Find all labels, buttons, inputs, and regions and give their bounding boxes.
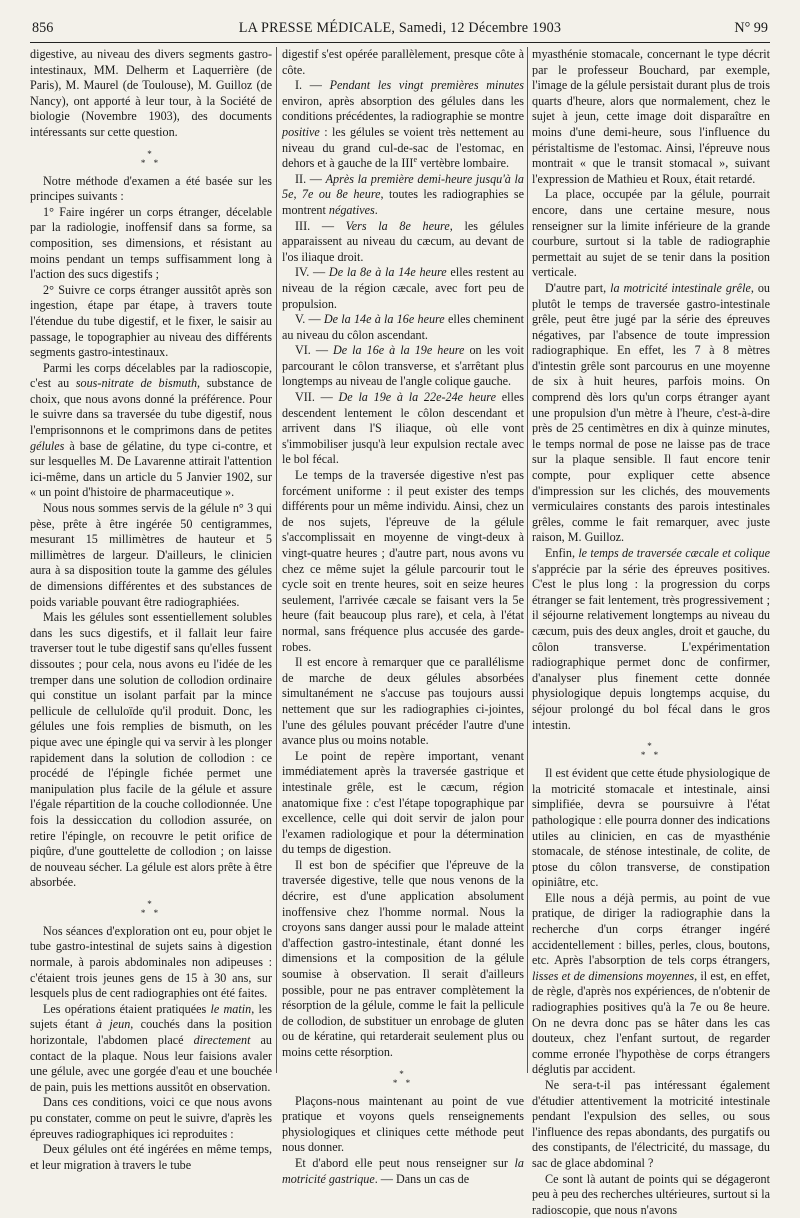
paragraph: digestive, au niveau des divers segments gastro-intestinaux, MM. Delherm et Laquerrière (de Paris), M. Maurel (de Toulouse), M. Guilloz (de Nancy), ont apporté à leur tour, à la Société de biologie (Novembre 1903), des documents intéressants sur cette question. <box>30 47 272 139</box>
column-divider <box>527 47 528 1073</box>
paragraph: 1° Faire ingérer un corps étranger, décelable par la radiologie, inoffensif dans sa forme, sa composition, ses dimensions, et résistant au moins pendant un temps suffisamment long à l'action des sucs digestifs ; <box>30 204 272 282</box>
page-header <box>32 17 768 39</box>
paragraph: Il est encore à remarquer que ce parallélisme de marche de deux gélules absorbées simultanément ne s'accuse pas toujours aussi nettement que sur les radiographies ci-jointes, l'une des gélules pouvant précéder l'autre d'une avance plus ou moins notable. <box>282 655 524 748</box>
list-item: VII. — De la 19e à la 22e-24e heure elles descendent lentement le côlon descendant et arrivent dans l'S iliaque, où elle vont s'immobiliser jusqu'à leur expulsion rectale avec le bol fécal. <box>282 390 524 467</box>
column-2 <box>282 47 525 1186</box>
list-item: IV. — De la 8e à la 14e heure elles restent au niveau de la région cæcale, avec fort peu de propulsion. <box>282 265 524 311</box>
section-ornament: * * * <box>640 741 662 761</box>
list-item: II. — Après la première demi-heure jusqu'à la 5e, 7e ou 8e heure, toutes les radiographies se montrent négatives. <box>282 171 524 217</box>
paragraph: Elle nous a déjà permis, au point de vue pratique, de diriger la radiographie dans la recherche d'un corps étranger ingéré accidentellement : billes, perles, clous, boutons, etc. Après l'absorption de tels corps étrangers, lisses et de dimensions moyennes, il est, en effet, de règle, d'après nos expériences, de n'obtenir de radiographies positives qu'à la 7e ou 8e heure. On ne devra donc pas se hâter dans les cas douteux, chez l'enfant surtout, de regarder comme erronée l'hypothèse de corps étrangers déglutis par accident. <box>532 890 770 1077</box>
paragraph: Les opérations étaient pratiquées le matin, les sujets étant à jeun, couchés dans la position horizontale, l'abdomen placé directement au contact de la plaque. Nous leur faisions avaler une gélule, avec une gorgée d'eau et une bouchée de pain, puis les mettions aussitôt en observation. <box>30 1001 273 1094</box>
paragraph: Le point de repère important, venant immédiatement après la traversée gastrique et intestinale grêle, est le cæcum, région anatomique fixe : c'est l'étape topographique par excellence, celle qui doit servir de jalon pour l'examen radiologique et pour la détermination du temps de digestion. <box>282 748 524 857</box>
paragraph: Enfin, le temps de traversée cæcale et colique s'apprécie par la série des épreuves positives. C'est le plus long : la progression du corps étranger se fait lentement, très progressivement ; il séjourne relativement longtemps au niveau du cæcum, puis des deux angles, droit et gauche, du côlon transverse. L'expérimentation radiographique permet donc de confirmer, d'analyser plus finement cette donnée physiologique depuis longtemps acquise, du séjour prolongé du bol fécal dans le gros intestin. <box>532 546 770 732</box>
paragraph: Deux gélules ont été ingérées en même temps, et leur migration à travers le tube <box>30 1142 272 1172</box>
paragraph: Il est bon de spécifier que l'épreuve de la traversée digestive, telle que nous venons de la décrire, est d'une application absolument inoffensive chez l'homme normal. Nous la croyons sans danger aussi pour le malade atteint d'affection gastro-intestinale, étant donné les dimensions et la composition de la gélule soumise à observation. Il serait d'ailleurs possible, pour ne pas entraver complètement la résorption de la gélule, comme le fait la pellicule de collodion, de substituer un enrobage de gluten ou de kératine, qui retarderait seulement plus ou moins cette résorption. <box>282 857 524 1059</box>
paragraph: Dans ces conditions, voici ce que nous avons pu constater, comme on peut le suivre, d'après les épreuves radiographiques ici reproduites : <box>30 1095 272 1141</box>
list-item: III. — Vers la 8e heure, les gélules apparaissent au niveau du cæcum, au devant de l'os iliaque droit. <box>282 218 525 264</box>
issue-number: N° 99 <box>734 20 768 36</box>
paragraph: myasthénie stomacale, concernant le type décrit par le professeur Bouchard, par exemple, l'image de la gélule persistait durant plus de trois quarts d'heure, alors que normalement, chez le sujet à jeun, cette image doit disparaître en moins d'une demi-heure, sous l'influence du péristaltisme de l'estomac. Ainsi, l'épreuve nous montrait « que le transit stomacal », suivant l'expression de Mathieu et Roux, était retardé. <box>532 47 770 186</box>
column-3 <box>532 47 770 1217</box>
paragraph: Plaçons-nous maintenant au point de vue pratique et voyons quels renseignements physiologiques et cliniques cette méthode peut nous donner. <box>282 1093 524 1155</box>
paragraph: 2° Suivre ce corps étranger aussitôt après son ingestion, étape par étape, à travers toute l'étendue du tube digestif, et le fixer, le saisir au passage, le topographier au niveau des différents segments gastro-intestinaux. <box>30 282 272 360</box>
column-1 <box>30 47 273 1172</box>
paragraph: Ne sera-t-il pas intéressant également d'étudier attentivement la motricité intestinale pendant l'expulsion des selles, ou sous l'influence des repas abondants, des purgatifs ou des constipants, de l'électricité, du massage, du sac de glace abdominal ? <box>532 1078 770 1170</box>
journal-title: LA PRESSE MÉDICALE, Samedi, 12 Décembre 1903 <box>238 20 562 36</box>
section-ornament: * * * <box>140 148 162 168</box>
paragraph: Ce sont là autant de points qui se dégageront peu à peu des recherches ultérieures, surtout si la radioscopie, que nous n'avons <box>532 1171 770 1217</box>
paragraph: Mais les gélules sont essentiellement solubles dans les sucs digestifs, et il fallait leur faire traverser tout le tube digestif sans qu'elles fussent dissoutes ; pour cela, nous avons eu l'idée de les tremper dans une solution de collodion ordinaire qui constitue un isolant parfait par la mince pellicule de celluloïde qu'il produit. Donc, les gélules une fois remplies de bismuth, on les pique avec une épingle qui va servir à les plonger rapidement dans la solution de collodion : ce procédé de l'épingle fichée permet une manipulation plus facile de la gélule et assure l'égale répartition de la couche collodionnée. Une fois la dessiccation du collodion assurée, on retire l'épingle, on recouvre le petit orifice de piqûre, d'une gouttelette de collodion ; on laisse de nouveau sécher. La gélule est alors prête à être absorbée. <box>30 610 272 890</box>
paragraph: Notre méthode d'examen a été basée sur les principes suivants : <box>30 173 272 204</box>
paragraph: Nous nous sommes servis de la gélule n° 3 qui pèse, prête à être ingérée 50 centigrammes, mesurant 15 millimètres de hauteur et 5 millimètres de largeur. D'ailleurs, le clinicien aura à sa disposition toute la gamme des gélules de dimensions différentes et des substances de poids variable pouvant être radiographiées. <box>30 501 272 609</box>
header-rule <box>30 42 770 43</box>
list-item: I. — Pendant les vingt premières minutes environ, après absorption des gélules dans les conditions précédentes, la radiographie se montre positive : les gélules se voient très nettement au niveau du grand cul-de-sac de l'estomac, en dehors et à gauche de la IIIe vertèbre lombaire. <box>282 78 525 171</box>
section-ornament: * * * <box>140 898 162 918</box>
list-item: V. — De la 14e à la 16e heure elles cheminent au niveau du côlon ascendant. <box>282 312 525 342</box>
paragraph: Et d'abord elle peut nous renseigner sur la motricité gastrique. — Dans un cas de <box>282 1155 524 1186</box>
paragraph: digestif s'est opérée parallèlement, presque côte à côte. <box>282 47 524 77</box>
list-item: VI. — De la 16e à la 19e heure on les voit parcourant le côlon transverse, et s'arrêtant plus longtemps au niveau de l'angle colique gauche. <box>282 343 524 389</box>
paragraph: Il est évident que cette étude physiologique de la motricité stomacale et intestinale, ainsi simplifiée, devra se poursuivre à l'état pathologique : elle pourra donner des indications utiles au clinicien, en cas de myasthénie stomacale, de sténose intestinale, de colite, de ptose du côlon transverse, de constipation opiniâtre, etc. <box>532 766 770 890</box>
paragraph: La place, occupée par la gélule, pourrait encore, dans une certaine mesure, nous renseigner sur la limite inférieure de la grande courbure, surtout si la table de radiographie permettait au sujet de se tenir dans la position verticale. <box>532 187 770 280</box>
paragraph: Le temps de la traversée digestive n'est pas forcément uniforme : il peut exister des temps différents pour un même individu. Ainsi, chez un de nos sujets, l'épreuve de la gélule s'accomplissait en moyenne de vingt-deux à vingt-quatre heures ; d'autre part, nous avons vu chez ce même sujet la gélule parcourir tout le cycle soit en trente heures, soit en seize heures seulement, l'arrivée cæcale se faisant vers la 5e heure (fait beaucoup plus rare), et cela, à l'état normal, sans fréquence plus accusée des garde-robes. <box>282 468 524 654</box>
page-number: 856 <box>32 20 54 36</box>
paragraph: Nos séances d'exploration ont eu, pour objet le tube gastro-intestinal de sujets sains à digestion normale, à parois abdominales non adipeuses : c'étaient trois jeunes gens de 15 à 30 ans, sur lesquels plus de cent radiographies ont été faites. <box>30 923 272 1001</box>
paragraph: Parmi les corps décelables par la radioscopie, c'est au sous-nitrate de bismuth, substance de choix, que nous avons donné la préférence. Pour le suivre dans sa traversée du tube digestif, nous l'emprisonnons et le comprimons dans de petites gélules à base de gélatine, du type ci-contre, et sur lesquelles M. De Lavarenne attirait l'attention ici-même, dans un article du 5 Janvier 1902, sur « un point d'histoire de pharmaceutique ». <box>30 360 272 500</box>
column-divider <box>276 47 277 1073</box>
section-ornament: * * * <box>392 1068 414 1088</box>
paragraph: D'autre part, la motricité intestinale grêle, ou plutôt le temps de traversée gastro-intestinale grêle, peut être jugé par la série des épreuves négatives, par l'absence de toute impression radiographique. En effet, les 7 à 8 mètres d'intestin grêle sont parcourus en une moyenne de six à huit heures, parfois moins. On comprend dès lors qu'un corps étranger ayant une propulsion d'un mètre à l'heure, c'est-à-dire près de 25 centimètres en dix à quinze minutes, le temps normal de pose ne laisse pas de trace sur la plaque sensible. Il faut encore tenir compte, pour expliquer cette absence d'impression sur les clichés, des mouvements vermiculaires constants des parois intestinales grêles, comme le fait remarquer, avec juste raison, M. Guilloz. <box>532 280 770 545</box>
